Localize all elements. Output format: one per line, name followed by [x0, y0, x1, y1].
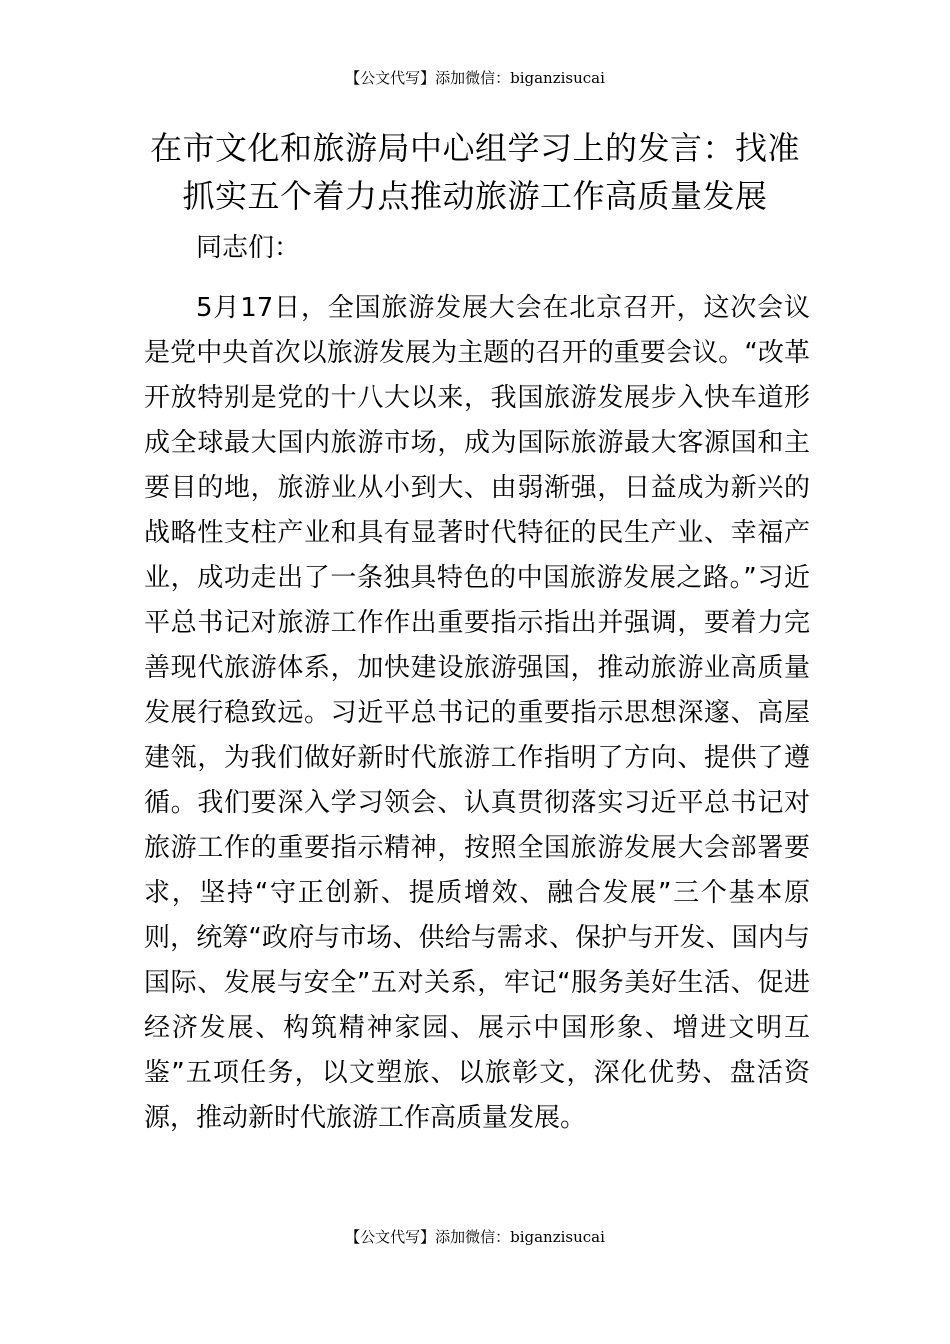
page-footer: 【公文代写】添加微信：biganzisucai — [345, 1228, 605, 1246]
document-title: 在市文化和旅游局中心组学习上的发言：找准抓实五个着力点推动旅游工作高质量发展 — [149, 129, 800, 215]
page-header: 【公文代写】添加微信：biganzisucai — [345, 69, 605, 87]
body-paragraph: 5月17日，全国旅游发展大会在北京召开，这次会议是党中央首次以旅游发展为主题的召开的重要会议。“改革开放特别是党的十八大以来，我国旅游发展步入快车道形成全球最大国内旅游市场，成为国际旅游最大客源国和主要目的地，旅游业从小到大、由弱渐强，日益成为新兴的战略性支柱产业和具有显著时代特征的民生产业、幸福产业，成功走出了一条独具特色的中国旅游发展之路。”习近平总书记对旅游工作作出重要指示指出并强调，要着力完善现代旅游体系，加快建设旅游强国，推动旅游业高质量发展行稳致远。习近平总书记的重要指示思想深邃、高屋建瓴，为我们做好新时代旅游工作指明了方向、提供了遵循。我们要深入学习领会、认真贯彻落实习近平总书记对旅游工作的重要指示精神，按照全国旅游发展大会部署要求，坚持“守正创新、提质增效、融合发展”三个基本原则，统筹“政府与市场、供给与需求、保护与开发、国内与国际、发展与安全”五对关系，牢记“服务美好生活、促进经济发展、构筑精神家园、展示中国形象、增进文明互鉴”五项任务，以文塑旅、以旅彰文，深化优势、盘活资源，推动新时代旅游工作高质量发展。 — [144, 293, 810, 1133]
greeting: 同志们： — [196, 233, 301, 263]
document-body — [144, 226, 810, 1141]
